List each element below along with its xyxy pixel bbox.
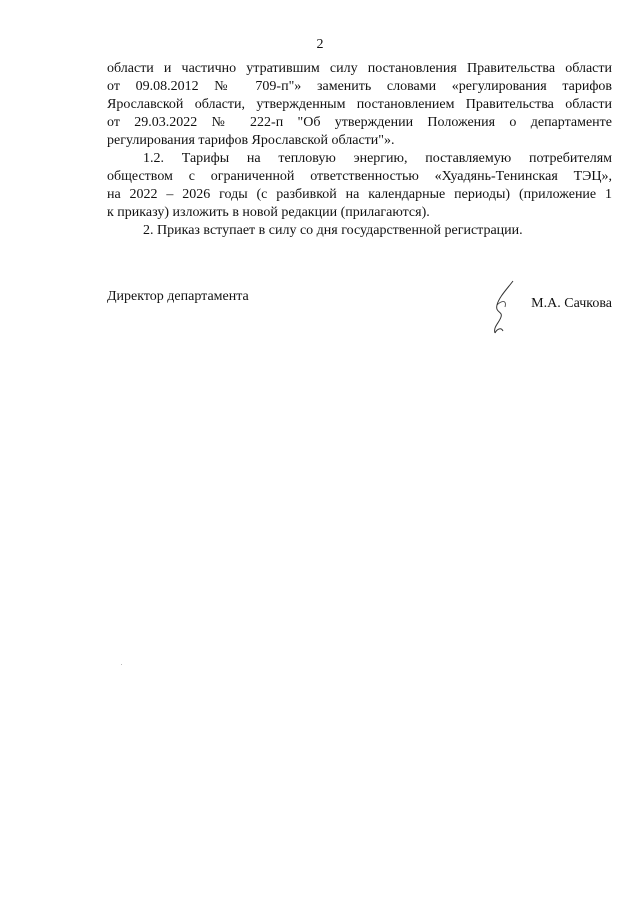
text-line: на 2022 – 2026 годы (с разбивкой на календарные периоды) (приложение 1 xyxy=(107,187,612,202)
director-title: Директор департамента xyxy=(107,289,249,304)
text-line: от 29.03.2022 № 222-п "Об утверждении Положения о департаменте xyxy=(107,115,612,130)
page-number: 2 xyxy=(316,37,324,52)
text-line: Ярославской области, утвержденным постановлением Правительства области xyxy=(107,97,612,112)
text-line: к приказу) изложить в новой редакции (прилагаются). xyxy=(107,205,430,220)
text-line: области и частично утратившим силу постановления Правительства области xyxy=(107,61,612,76)
text-line: от 09.08.2012 № 709-п"» заменить словами «регулирования тарифов xyxy=(107,79,612,94)
text-line: регулирования тарифов Ярославской области"». xyxy=(107,133,395,148)
text-line: 1.2. Тарифы на тепловую энергию, поставляемую потребителям xyxy=(143,151,612,166)
text-line: обществом с ограниченной ответственностью «Хуадянь-Тенинская ТЭЦ», xyxy=(107,169,612,184)
handwritten-signature xyxy=(485,279,525,339)
signature-block xyxy=(107,279,612,339)
document-body xyxy=(107,60,612,240)
scan-dot xyxy=(121,664,122,665)
signer-name: М.А. Сачкова xyxy=(531,296,612,311)
text-line: 2. Приказ вступает в силу со дня государственной регистрации. xyxy=(143,223,523,238)
